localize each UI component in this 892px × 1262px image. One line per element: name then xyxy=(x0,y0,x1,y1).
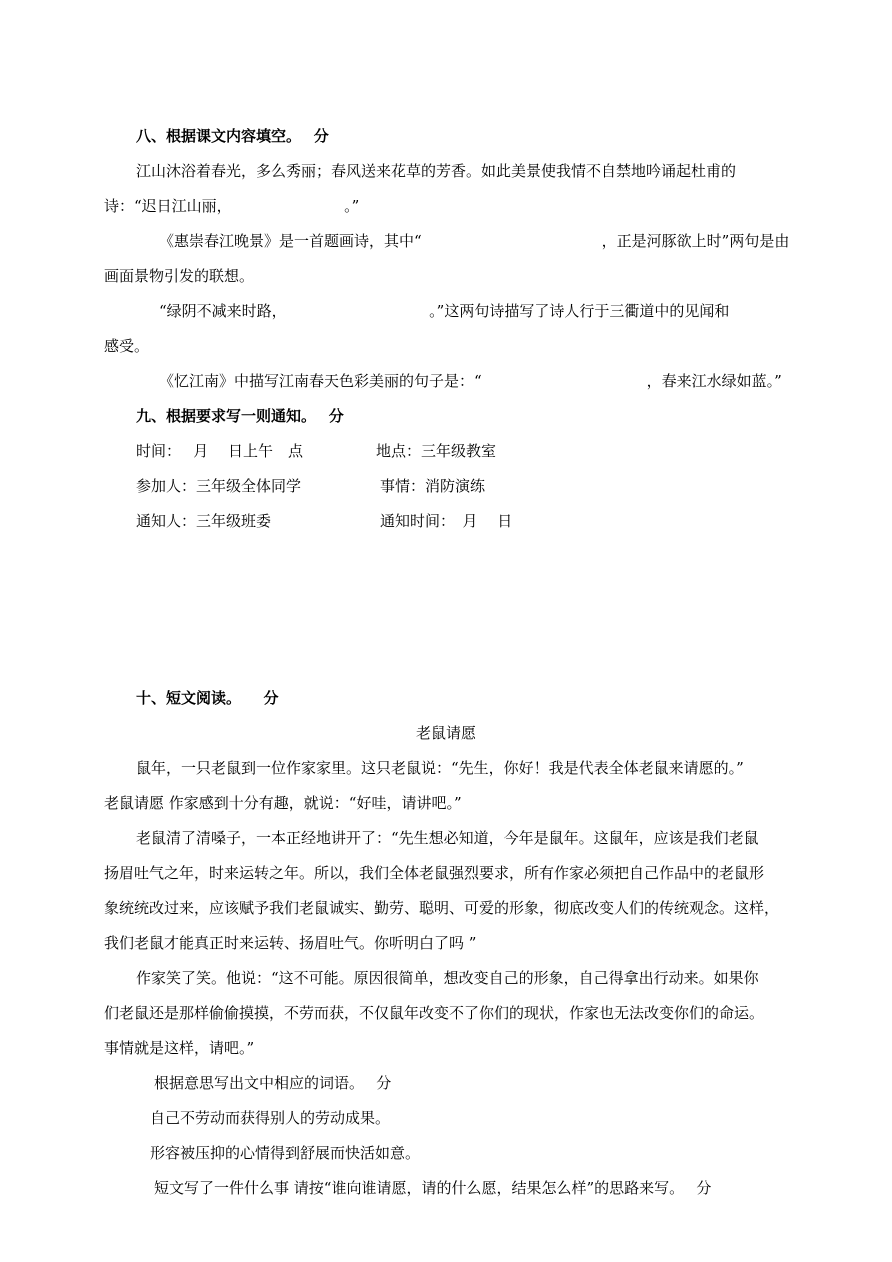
story-line-3: 老鼠清了清嗓子，一本正经地讲开了：“先生想必知道，今年是鼠年。这鼠年，应该是我们老鼠 xyxy=(136,829,759,847)
story-line-7: 作家笑了笑。他说：“这不可能。原因很简单，想改变自己的形象，自己得拿出行动来。如果你 xyxy=(136,969,759,987)
section-8-line-7: 《忆江南》中描写江南春天色彩美丽的句子是：“ ，春来江水绿如蓝。” xyxy=(159,372,782,390)
question-1-item-a: 自己不劳动而获得别人的劳动成果。 xyxy=(150,1109,391,1127)
notice-time-field: 时间： 月 日上午 点 xyxy=(136,442,304,460)
story-line-6: 我们老鼠才能真正时来运转、扬眉吐气。你听明白了吗 ” xyxy=(104,934,477,952)
section-8-line-5: “绿阴不减来时路， 。”这两句诗描写了诗人行于三衢道中的见闻和 xyxy=(159,302,730,320)
notice-participants-field: 参加人：三年级全体同学 xyxy=(136,477,302,495)
section-10-heading: 十、短文阅读。 分 xyxy=(136,689,279,707)
section-8-line-3: 《惠崇春江晚景》是一首题画诗，其中“ ，正是河豚欲上时”两句是由 xyxy=(159,232,790,250)
story-line-9: 事情就是这样，请吧。” xyxy=(104,1039,255,1057)
notice-matter-field: 事情：消防演练 xyxy=(380,477,486,495)
story-line-8: 们老鼠还是那样偷偷摸摸，不劳而获，不仅鼠年改变不了你们的现状，作家也无法改变你们的命运。 xyxy=(104,1004,765,1022)
question-1-item-b: 形容被压抑的心情得到舒展而快活如意。 xyxy=(150,1144,421,1162)
section-8-line-4: 画面景物引发的联想。 xyxy=(104,267,255,285)
story-line-2: 老鼠请愿 作家感到十分有趣，就说：“好哇，请讲吧。” xyxy=(104,794,462,812)
story-line-1: 鼠年，一只老鼠到一位作家家里。这只老鼠说：“先生，你好！我是代表全体老鼠来请愿的。” xyxy=(136,759,744,777)
notice-date-field: 通知时间： 月 日 xyxy=(380,512,513,530)
section-8-line-2: 诗：“迟日江山丽， 。” xyxy=(104,197,360,215)
notice-place-field: 地点：三年级教室 xyxy=(376,442,497,460)
section-8-heading: 八、根据课文内容填空。 分 xyxy=(136,127,329,145)
section-8-line-6: 感受。 xyxy=(104,337,150,355)
question-2: 短文写了一件什么事 请按“谁向谁请愿，请的什么愿，结果怎么样”的思路来写。 分 xyxy=(154,1179,712,1197)
question-1: 根据意思写出文中相应的词语。 分 xyxy=(154,1074,392,1092)
notice-notifier-field: 通知人：三年级班委 xyxy=(136,512,272,530)
section-9-heading: 九、根据要求写一则通知。 分 xyxy=(136,407,344,425)
story-line-5: 象统统改过来，应该赋予我们老鼠诚实、勤劳、聪明、可爱的形象，彻底改变人们的传统观念。这样， xyxy=(104,899,780,917)
story-title: 老鼠请愿 xyxy=(415,724,476,742)
story-line-4: 扬眉吐气之年，时来运转之年。所以，我们全体老鼠强烈要求，所有作家必须把自己作品中的老鼠形 xyxy=(104,864,765,882)
section-8-line-1: 江山沐浴着春光，多么秀丽；春风送来花草的芳香。如此美景使我情不自禁地吟诵起杜甫的 xyxy=(136,162,737,180)
